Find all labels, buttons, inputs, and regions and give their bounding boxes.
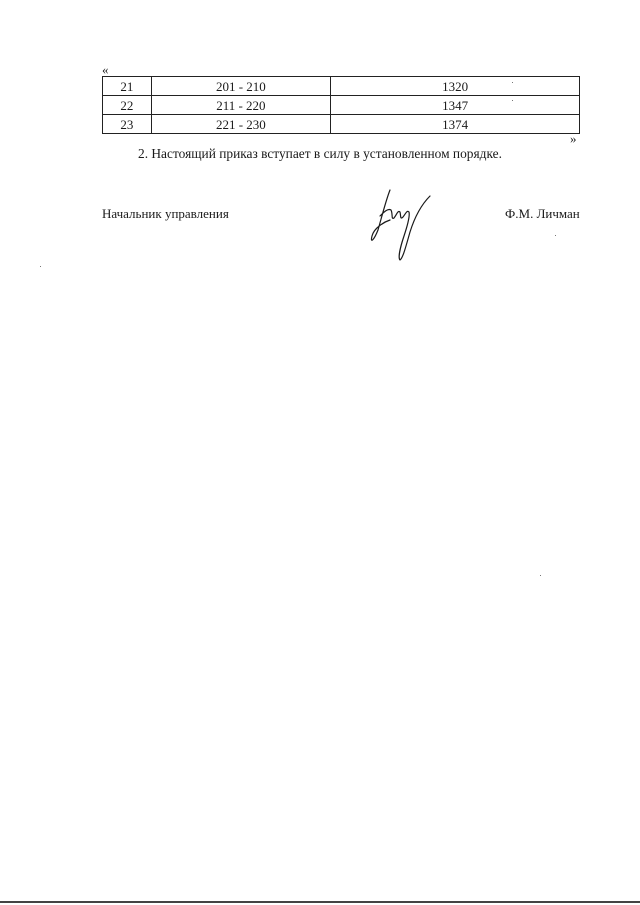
table-cell-value: 1374 [331, 115, 580, 134]
table-cell-number: 23 [103, 115, 152, 134]
closing-quote: » [570, 131, 577, 146]
table-cell-value: 1320 [331, 77, 580, 96]
table-cell-number: 22 [103, 96, 152, 115]
table-cell-range: 221 - 230 [151, 115, 330, 134]
scan-speck [512, 100, 513, 101]
signatory-role: Начальник управления [102, 206, 229, 221]
table-row [103, 115, 580, 134]
scan-speck [540, 575, 541, 576]
table-cell-value: 1347 [331, 96, 580, 115]
opening-quote: « [102, 62, 109, 77]
handwritten-signature [360, 186, 440, 266]
table-cell-number: 21 [103, 77, 152, 96]
signatory-name: Ф.М. Личман [505, 206, 580, 221]
rate-table [102, 76, 580, 134]
scan-speck [555, 235, 556, 236]
scan-speck [512, 82, 513, 83]
table-row [103, 96, 580, 115]
paragraph-2: 2. Настоящий приказ вступает в силу в установленном порядке. [138, 146, 502, 161]
scan-speck [40, 266, 41, 267]
table-row [103, 77, 580, 96]
table-cell-range: 211 - 220 [151, 96, 330, 115]
page-edge-line [0, 901, 640, 903]
table-cell-range: 201 - 210 [151, 77, 330, 96]
